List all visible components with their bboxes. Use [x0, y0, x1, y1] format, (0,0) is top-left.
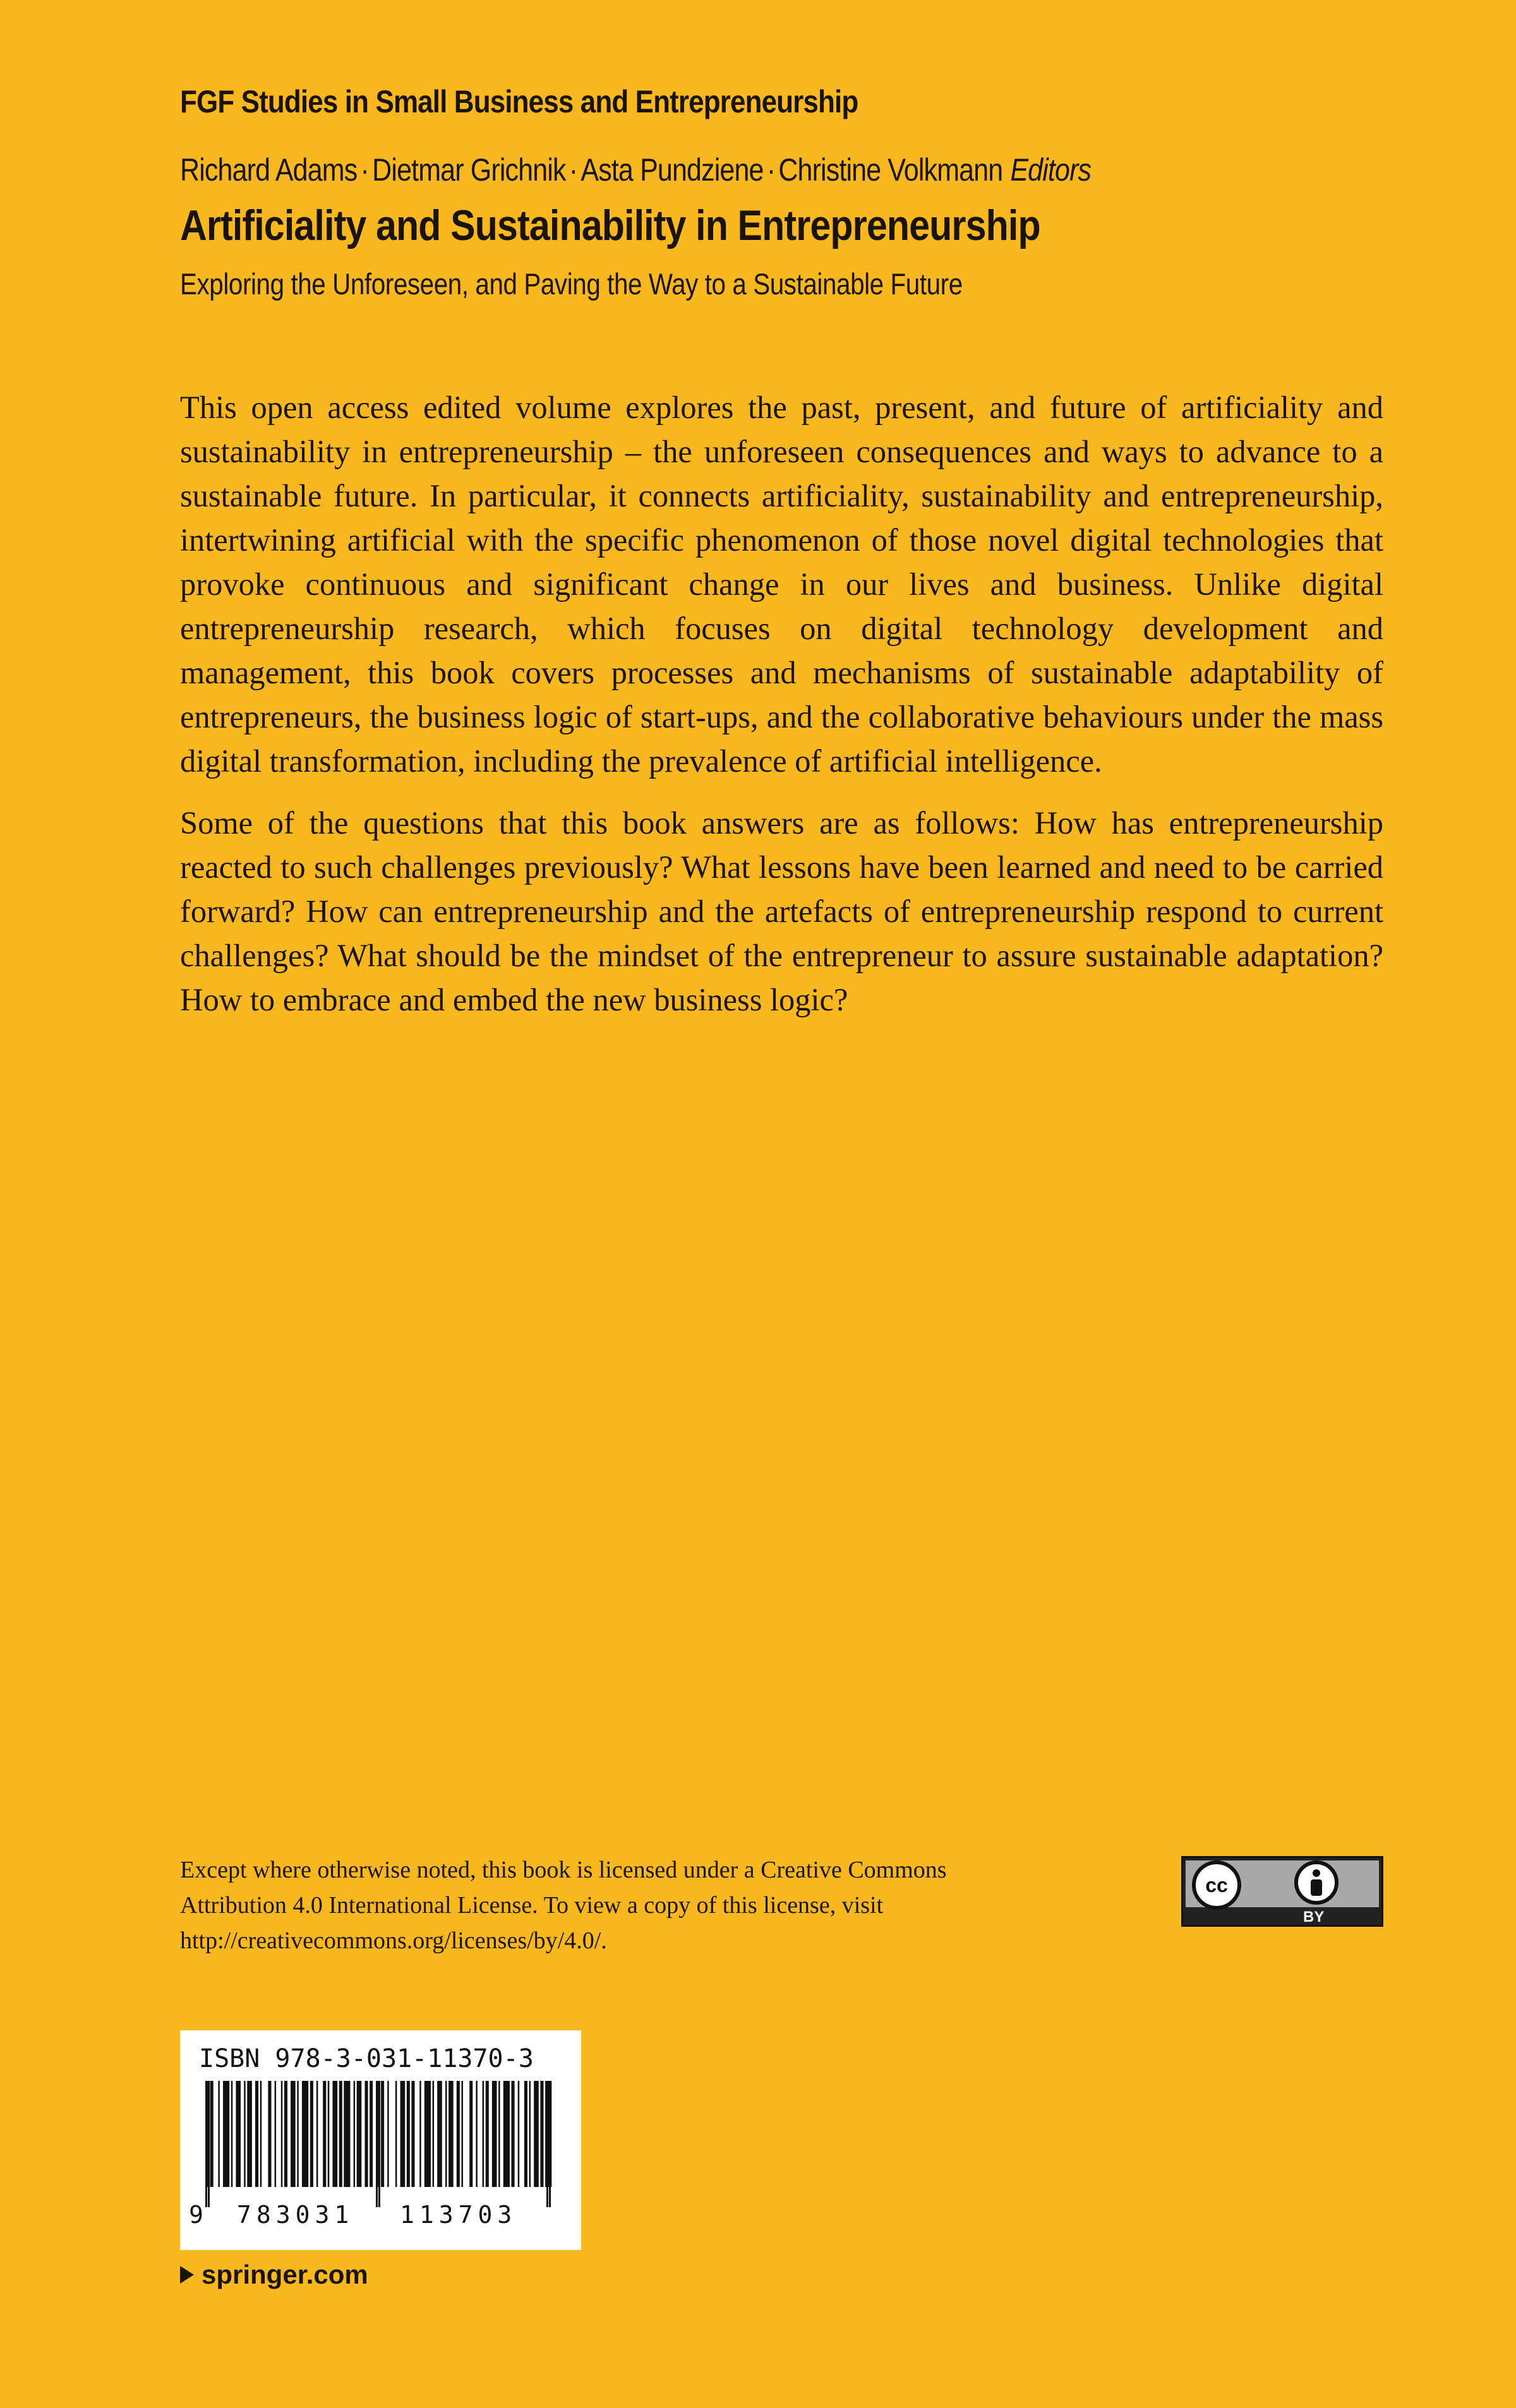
book-description	[180, 385, 1383, 1039]
editor-name: Asta Pundziene	[581, 152, 764, 188]
barcode-bar	[486, 2081, 489, 2187]
barcode-bar	[400, 2081, 406, 2187]
barcode-bar	[492, 2081, 497, 2187]
barcode-bar	[247, 2081, 252, 2187]
editors-line	[180, 152, 1091, 188]
barcode-bar	[411, 2081, 414, 2187]
person-body-shape	[1311, 1879, 1322, 1896]
barcode-bar	[381, 2081, 384, 2187]
barcode-bar	[419, 2081, 421, 2187]
publisher-link-text[interactable]: springer.com	[202, 2260, 368, 2289]
editor-name: Christine Volkmann	[778, 152, 1003, 188]
barcode-bar	[291, 2081, 296, 2187]
barcode-bar	[316, 2081, 318, 2187]
barcode-bar	[448, 2081, 454, 2187]
book-title: Artificiality and Sustainability in Entrepreneurship	[180, 201, 1040, 249]
barcode-bar	[462, 2081, 464, 2187]
barcode-bar	[223, 2081, 229, 2187]
barcode-bar	[370, 2081, 373, 2187]
description-paragraph: This open access edited volume explores the past, present, and future of artificiality and sustainability in entrepreneurship – the unforeseen consequences and ways to advance to a sustainable future. In particular, it connects artificiality, sustainability and entrepreneurship, intertwining artificial with the specific phenomenon of those novel digital technologies that provoke continuous and significant change in our lives and business. Unlike digital entrepreneurship research, which focuses on digital technology development and management, this book covers processes and mechanisms of sustainable adaptability of entrepreneurs, the business logic of start-ups, and the collaborative behaviours under the mass digital transformation, including the prevalence of artificial intelligence.	[180, 390, 1383, 779]
barcode-bar	[281, 2081, 283, 2187]
barcode-bar	[244, 2081, 246, 2187]
barcode-bars	[205, 2081, 556, 2207]
person-head-shape	[1313, 1869, 1320, 1877]
barcode-bar	[344, 2081, 350, 2187]
barcode-bar	[445, 2081, 447, 2187]
barcode-guard-bar	[546, 2081, 548, 2207]
barcode-bar	[354, 2081, 356, 2187]
description-paragraph: Some of the questions that this book answers are as follows: How has entrepreneurship reacted to such challenges previously? What lessons have been learned and need to be carried forward? How can entrepreneurship and the artefacts of entrepreneurship respond to current challenges? What should be the mindset of the entrepreneur to assure sustainable adaptation? How to embrace and embed the new business logic?	[180, 805, 1383, 1017]
editor-separator: ·	[360, 152, 370, 188]
barcode-bar	[433, 2081, 435, 2187]
barcode-bar	[424, 2081, 431, 2187]
barcode-bar	[387, 2081, 389, 2187]
license-notice: Except where otherwise noted, this book is licensed under a Creative Commons Attribution 4.0 International License. To view a copy of this license, visit http://creativecommons.org/licenses/by/4.0/.	[180, 1857, 947, 1954]
barcode-bar	[498, 2081, 500, 2187]
barcode-bar	[457, 2081, 460, 2187]
barcode-bar	[437, 2081, 442, 2187]
creative-commons-icon: cc	[1192, 1860, 1241, 1910]
barcode-bar	[483, 2081, 484, 2187]
editors-role: Editors	[1010, 152, 1092, 188]
barcode-bar	[476, 2081, 478, 2187]
barcode-digit-group: 113703	[400, 2201, 517, 2229]
isbn-number: ISBN 978-3-031-11370-3	[199, 2044, 534, 2073]
barcode-bar	[297, 2081, 299, 2187]
attribution-person-icon	[1294, 1860, 1339, 1905]
barcode-bar	[529, 2081, 531, 2187]
book-subtitle: Exploring the Unforeseen, and Paving the Way to a Sustainable Future	[180, 267, 963, 301]
barcode-bar	[284, 2081, 287, 2187]
barcode-bar	[524, 2081, 527, 2187]
barcode-digit-group: 783031	[237, 2201, 354, 2229]
barcode-bar	[357, 2081, 362, 2187]
by-label: BY	[1303, 1908, 1325, 1926]
barcode-guard-bar	[208, 2081, 210, 2207]
barcode-bar	[323, 2081, 326, 2187]
barcode-bar	[518, 2081, 520, 2187]
barcode-bar	[365, 2081, 368, 2187]
barcode-guard-bar	[549, 2081, 551, 2207]
barcode-bar	[260, 2081, 262, 2187]
barcode-guard-bar	[378, 2081, 380, 2207]
series-title: FGF Studies in Small Business and Entrepreneurship	[180, 84, 858, 119]
barcode-bar	[534, 2081, 539, 2187]
editor-separator: ·	[766, 152, 776, 188]
publisher-link[interactable]	[180, 2260, 368, 2290]
barcode-bar	[255, 2081, 258, 2187]
barcode-bar	[333, 2081, 338, 2187]
barcode-bar	[540, 2081, 543, 2187]
barcode-guard-bar	[205, 2081, 207, 2207]
barcode-bar	[328, 2081, 330, 2187]
barcode-bar	[503, 2081, 510, 2187]
barcode-bar	[395, 2081, 397, 2187]
cc-by-license-badge	[1181, 1856, 1383, 1927]
barcode-bar	[310, 2081, 313, 2187]
editor-name: Dietmar Grichnik	[372, 152, 566, 188]
barcode-bar	[407, 2081, 410, 2187]
barcode-bar	[302, 2081, 308, 2187]
barcode-bar	[268, 2081, 271, 2187]
barcode-bar	[231, 2081, 233, 2187]
isbn-barcode	[180, 2030, 581, 2250]
barcode-bar	[469, 2081, 472, 2187]
barcode-bar	[218, 2081, 220, 2187]
barcode-bar	[275, 2081, 277, 2187]
barcode-guard-bar	[376, 2081, 378, 2207]
editor-name: Richard Adams	[180, 152, 358, 188]
barcode-bar	[512, 2081, 515, 2187]
barcode-first-digit: 9	[189, 2201, 203, 2229]
barcode-bar	[236, 2081, 241, 2187]
editor-separator: ·	[568, 152, 578, 188]
barcode-bar	[339, 2081, 342, 2187]
barcode-bar	[210, 2081, 214, 2187]
play-arrow-icon	[180, 2266, 194, 2284]
